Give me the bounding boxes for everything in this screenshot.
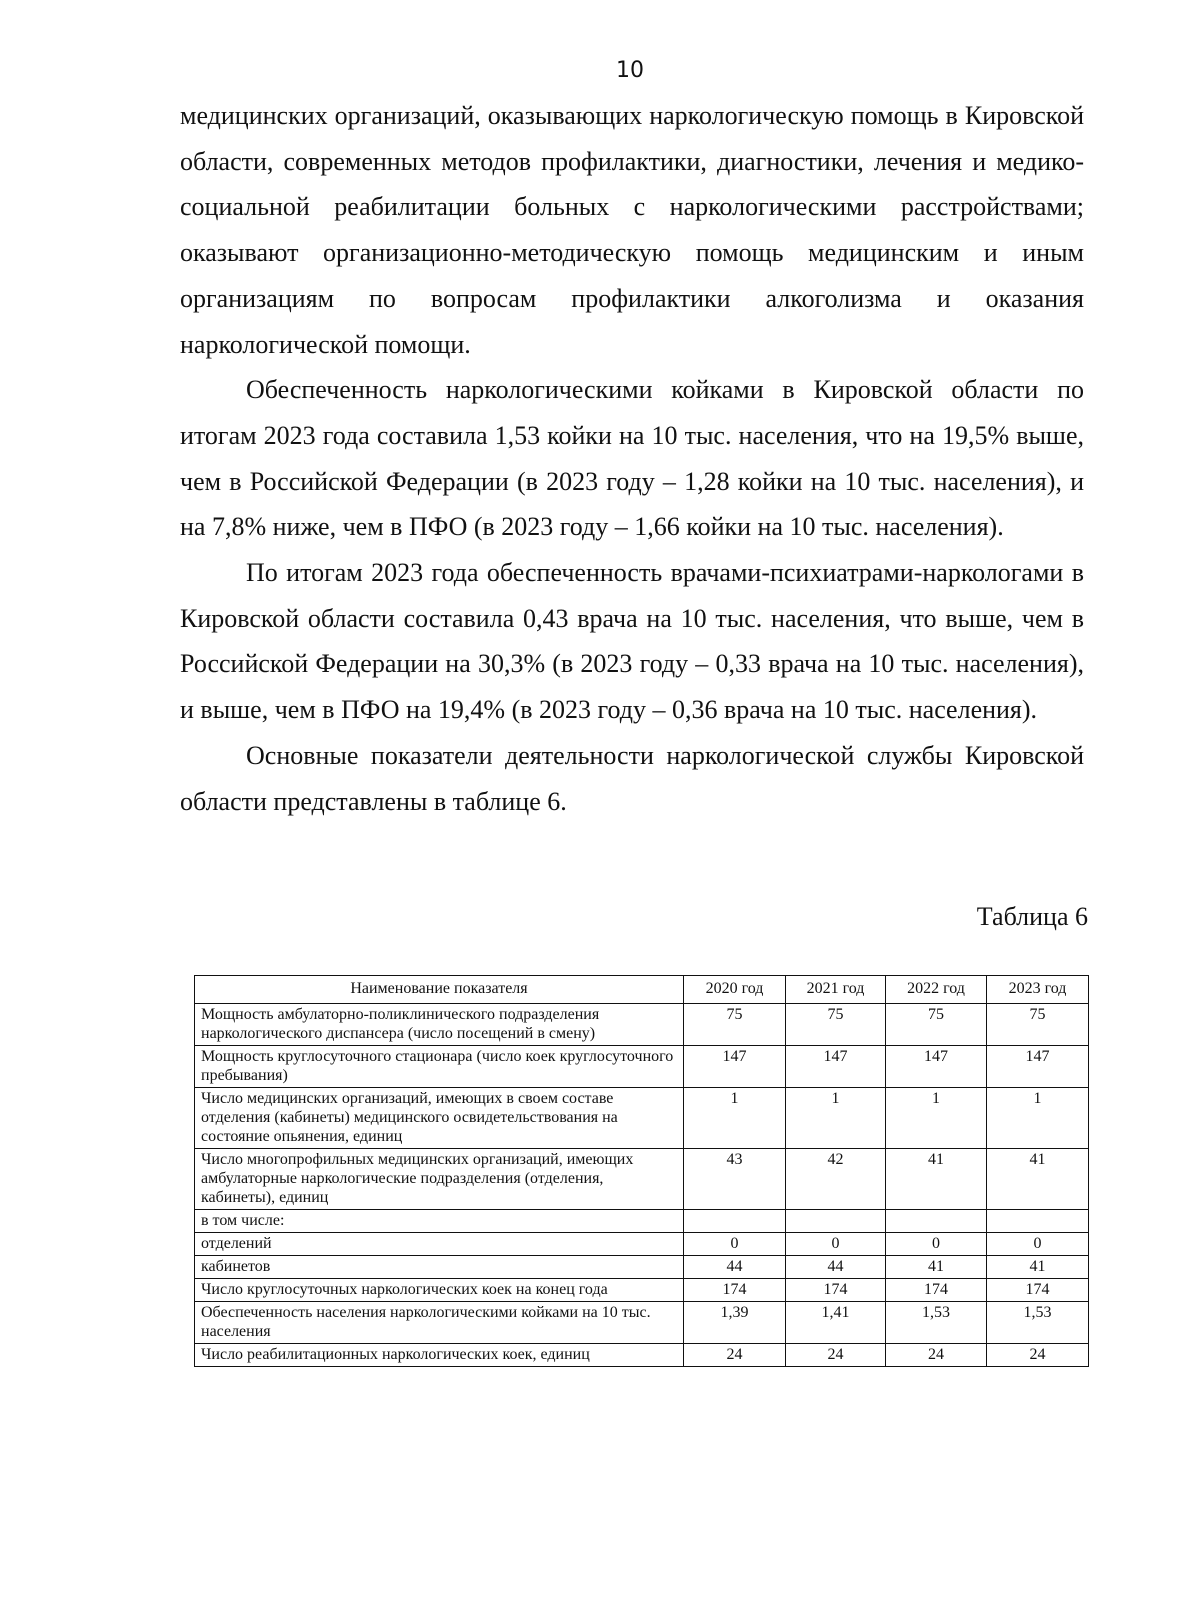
cell-2020: 44 — [684, 1256, 786, 1279]
cell-2022: 41 — [886, 1256, 987, 1279]
row-label: Число круглосуточных наркологических коек на конец года — [195, 1279, 684, 1302]
header-indicator: Наименование показателя — [195, 976, 684, 1004]
table-row — [195, 1004, 1089, 1046]
cell-2021: 174 — [786, 1279, 886, 1302]
row-label: в том числе: — [195, 1210, 684, 1233]
indicators-table — [194, 975, 1089, 1367]
cell-2023: 147 — [987, 1046, 1089, 1088]
table-row — [195, 1149, 1089, 1210]
cell-2021: 1,41 — [786, 1302, 886, 1344]
header-2021: 2021 год — [786, 976, 886, 1004]
cell-2020: 0 — [684, 1233, 786, 1256]
cell-2023: 75 — [987, 1004, 1089, 1046]
cell-2020: 174 — [684, 1279, 786, 1302]
cell-2023: 41 — [987, 1149, 1089, 1210]
cell-2022: 24 — [886, 1344, 987, 1367]
cell-2021: 0 — [786, 1233, 886, 1256]
cell-2022: 1,53 — [886, 1302, 987, 1344]
cell-2022: 147 — [886, 1046, 987, 1088]
table-row — [195, 1256, 1089, 1279]
cell-2020: 24 — [684, 1344, 786, 1367]
cell-2020: 1 — [684, 1088, 786, 1149]
row-label: кабинетов — [195, 1256, 684, 1279]
cell-2021: 42 — [786, 1149, 886, 1210]
cell-2020 — [684, 1210, 786, 1233]
table-row — [195, 1233, 1089, 1256]
cell-2021: 44 — [786, 1256, 886, 1279]
paragraph-continuation: медицинских организаций, оказывающих наркологическую помощь в Кировской области, современных методов профилактики, диагностики, лечения и медико-социальной реабилитации больных с наркологическими расстройствами; оказывают организационно-методическую помощь медицинским и иным организациям по вопросам профилактики алкоголизма и оказания наркологической помощи. — [180, 101, 1084, 359]
header-2022: 2022 год — [886, 976, 987, 1004]
cell-2022: 0 — [886, 1233, 987, 1256]
row-label: Число медицинских организаций, имеющих в своем составе отделения (кабинеты) медицинского освидетельствования на состояние опьянения, единиц — [195, 1088, 684, 1149]
cell-2022: 1 — [886, 1088, 987, 1149]
cell-2023: 24 — [987, 1344, 1089, 1367]
row-label: Число многопрофильных медицинских организаций, имеющих амбулаторные наркологические подразделения (отделения, кабинеты), единиц — [195, 1149, 684, 1210]
cell-2023: 1,53 — [987, 1302, 1089, 1344]
row-label: отделений — [195, 1233, 684, 1256]
cell-2023: 174 — [987, 1279, 1089, 1302]
row-label: Мощность круглосуточного стационара (число коек круглосуточного пребывания) — [195, 1046, 684, 1088]
table-header-row — [195, 976, 1089, 1004]
cell-2023: 1 — [987, 1088, 1089, 1149]
cell-2023: 41 — [987, 1256, 1089, 1279]
cell-2022: 174 — [886, 1279, 987, 1302]
header-2023: 2023 год — [987, 976, 1089, 1004]
page-number: 10 — [616, 58, 644, 83]
table-row — [195, 1210, 1089, 1233]
cell-2023: 0 — [987, 1233, 1089, 1256]
cell-2020: 43 — [684, 1149, 786, 1210]
table-row — [195, 1344, 1089, 1367]
cell-2021: 24 — [786, 1344, 886, 1367]
paragraph-bed-provision: Обеспеченность наркологическими койками в Кировской области по итогам 2023 года составила 1,53 койки на 10 тыс. населения, что на 19,5% выше, чем в Российской Федерации (в 2023 году – 1,28 койки на 10 тыс. населения), и на 7,8% ниже, чем в ПФО (в 2023 году – 1,66 койки на 10 тыс. населения). — [180, 375, 1084, 542]
cell-2021: 1 — [786, 1088, 886, 1149]
cell-2022: 75 — [886, 1004, 987, 1046]
cell-2022 — [886, 1210, 987, 1233]
cell-2023 — [987, 1210, 1089, 1233]
table-caption: Таблица 6 — [976, 902, 1088, 931]
cell-2020: 1,39 — [684, 1302, 786, 1344]
paragraph-table-intro: Основные показатели деятельности наркологической службы Кировской области представлены в таблице 6. — [180, 740, 1084, 816]
cell-2020: 147 — [684, 1046, 786, 1088]
table-row — [195, 1088, 1089, 1149]
cell-2022: 41 — [886, 1149, 987, 1210]
row-label: Число реабилитационных наркологических коек, единиц — [195, 1344, 684, 1367]
table-row — [195, 1046, 1089, 1088]
row-label: Мощность амбулаторно-поликлинического подразделения наркологического диспансера (число посещений в смену) — [195, 1004, 684, 1046]
body-text — [180, 93, 1084, 824]
cell-2020: 75 — [684, 1004, 786, 1046]
paragraph-doctor-provision: По итогам 2023 года обеспеченность врачами-психиатрами-наркологами в Кировской области составила 0,43 врача на 10 тыс. населения, что выше, чем в Российской Федерации на 30,3% (в 2023 году – 0,33 врача на 10 тыс. населения), и выше, чем в ПФО на 19,4% (в 2023 году – 0,36 врача на 10 тыс. населения). — [180, 558, 1084, 725]
cell-2021: 147 — [786, 1046, 886, 1088]
table-row — [195, 1302, 1089, 1344]
row-label: Обеспеченность населения наркологическими койками на 10 тыс. населения — [195, 1302, 684, 1344]
cell-2021: 75 — [786, 1004, 886, 1046]
header-2020: 2020 год — [684, 976, 786, 1004]
table-row — [195, 1279, 1089, 1302]
cell-2021 — [786, 1210, 886, 1233]
